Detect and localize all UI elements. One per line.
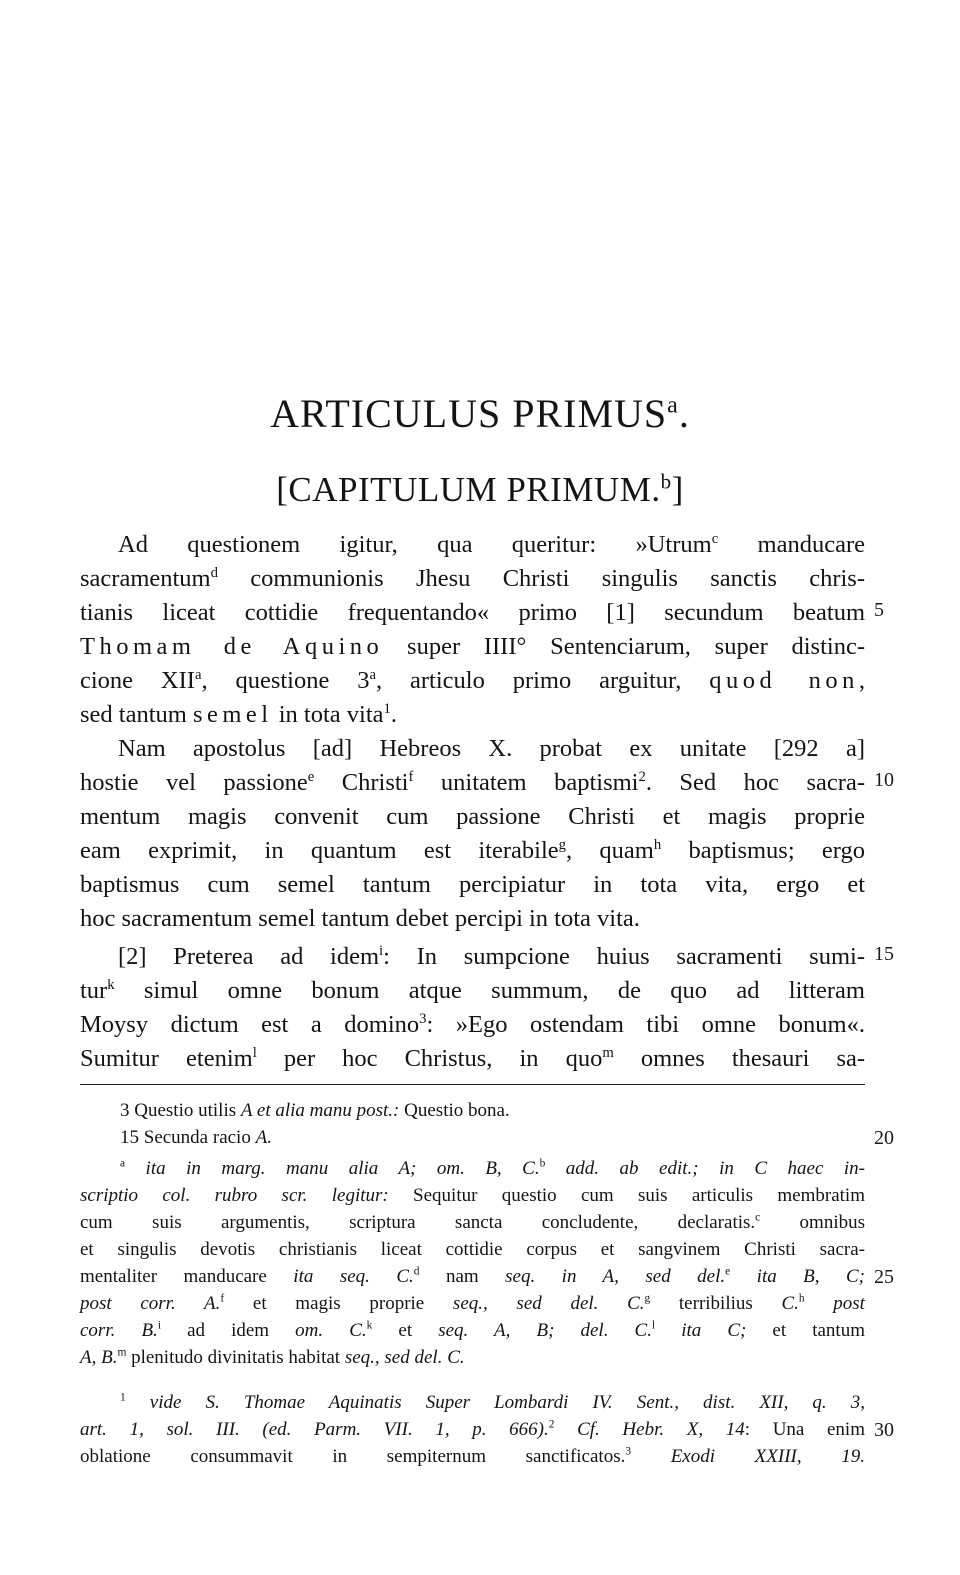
article-title: ARTICULUS PRIMUS$^a$. [270, 391, 690, 436]
apparatus-note: corr. B.$^i$ ad idem om. C.$^k$ et seq. A, B; del. C.$^l$ ita C; et tantum [80, 1319, 865, 1341]
text-line: eam exprimit, in quantum est iterabile$^g$, quam$^h$ baptismus; ergo [80, 836, 865, 864]
text-line: cione XII$^a$, questione 3$^a$, articulo primo arguitur, quod non, [80, 666, 865, 694]
text-line: mentum magis convenit cum passione Christi et magis proprie [80, 803, 865, 830]
apparatus-note: 3 Questio utilis A et alia manu post.: Questio bona. [120, 1100, 510, 1121]
subtitle-footnote-mark: b [660, 469, 672, 494]
line-number: 30 [874, 1419, 894, 1441]
apparatus-note: post corr. A.$^f$ et magis proprie seq., sed del. C.$^g$ terribilius C.$^h$ post [80, 1292, 865, 1314]
text-line: hoc sacramentum semel tantum debet percipi in tota vita. [80, 905, 640, 932]
text-line: Thomam de Aquino super IIII° Sentenciarum, super distinc- [80, 633, 865, 660]
text-line: sacramentum$^d$ communionis Jhesu Christi singulis sanctis chris- [80, 564, 865, 592]
line-number: 10 [874, 769, 894, 791]
line-number: 20 [874, 1127, 894, 1149]
text-line: sed tantum semel in tota vita$^1$. [80, 700, 398, 728]
apparatus-note: A, B.$^m$ plenitudo divinitatis habitat seq., sed del. C. [80, 1346, 465, 1368]
title-footnote-mark: a [667, 392, 679, 419]
apparatus-note: 15 Secunda racio A. [120, 1127, 272, 1148]
text-line: Ad questionem igitur, qua queritur: »Utrum$^c$ manducare [118, 530, 866, 558]
source-note: $^1$ vide S. Thomae Aquinatis Super Lombardi IV. Sent., dist. XII, q. 3, [120, 1391, 865, 1413]
text-line: Sumitur etenim$^l$ per hoc Christus, in quo$^m$ omnes thesauri sa- [80, 1044, 866, 1072]
text-line: tianis liceat cottidie frequentando« primo [1] secundum beatum [80, 599, 865, 626]
text-line: baptismus cum semel tantum percipiatur in tota vita, ergo et [80, 871, 865, 898]
text-line: hostie vel passione$^e$ Christi$^f$ unitatem baptismi$^2$. Sed hoc sacra- [80, 768, 865, 796]
line-number: 5 [874, 599, 884, 621]
apparatus-note: cum suis argumentis, scriptura sancta concludente, declaratis.$^c$ omnibus [80, 1211, 866, 1233]
source-note: art. 1, sol. III. (ed. Parm. VII. 1, p. 666).$^2$ Cf. Hebr. X, 14: Una enim [80, 1418, 865, 1440]
chapter-subtitle: [CAPITULUM PRIMUM.$^b$] [276, 469, 684, 509]
source-note: oblatione consummavit in sempiternum sanctificatos.$^3$ Exodi XXIII, 19. [80, 1445, 866, 1467]
footnote-separator [80, 1084, 865, 1085]
text-line: tur$^k$ simul omne bonum atque summum, de quo ad litteram [80, 976, 865, 1004]
apparatus-note: scriptio col. rubro scr. legitur: Sequitur questio cum suis articulis membratim [80, 1185, 865, 1206]
line-number: 15 [874, 943, 894, 965]
line-number: 25 [874, 1266, 894, 1288]
apparatus-note: et singulis devotis christianis liceat cottidie corpus et sangvinem Christi sacra- [80, 1239, 865, 1260]
text-line: Moysy dictum est a domino$^3$: »Ego ostendam tibi omne bonum«. [80, 1010, 865, 1038]
apparatus-note: mentaliter manducare ita seq. C.$^d$ nam seq. in A, sed del.$^e$ ita B, C; [80, 1265, 866, 1287]
text-line: Nam apostolus [ad] Hebreos X. probat ex unitate [292 a] [118, 735, 865, 762]
apparatus-note: $^a$ ita in marg. manu alia A; om. B, C.$^b$ add. ab edit.; in C haec in- [120, 1157, 865, 1179]
text-line: [2] Preterea ad idem$^i$: In sumpcione huius sacramenti sumi- [118, 942, 865, 970]
